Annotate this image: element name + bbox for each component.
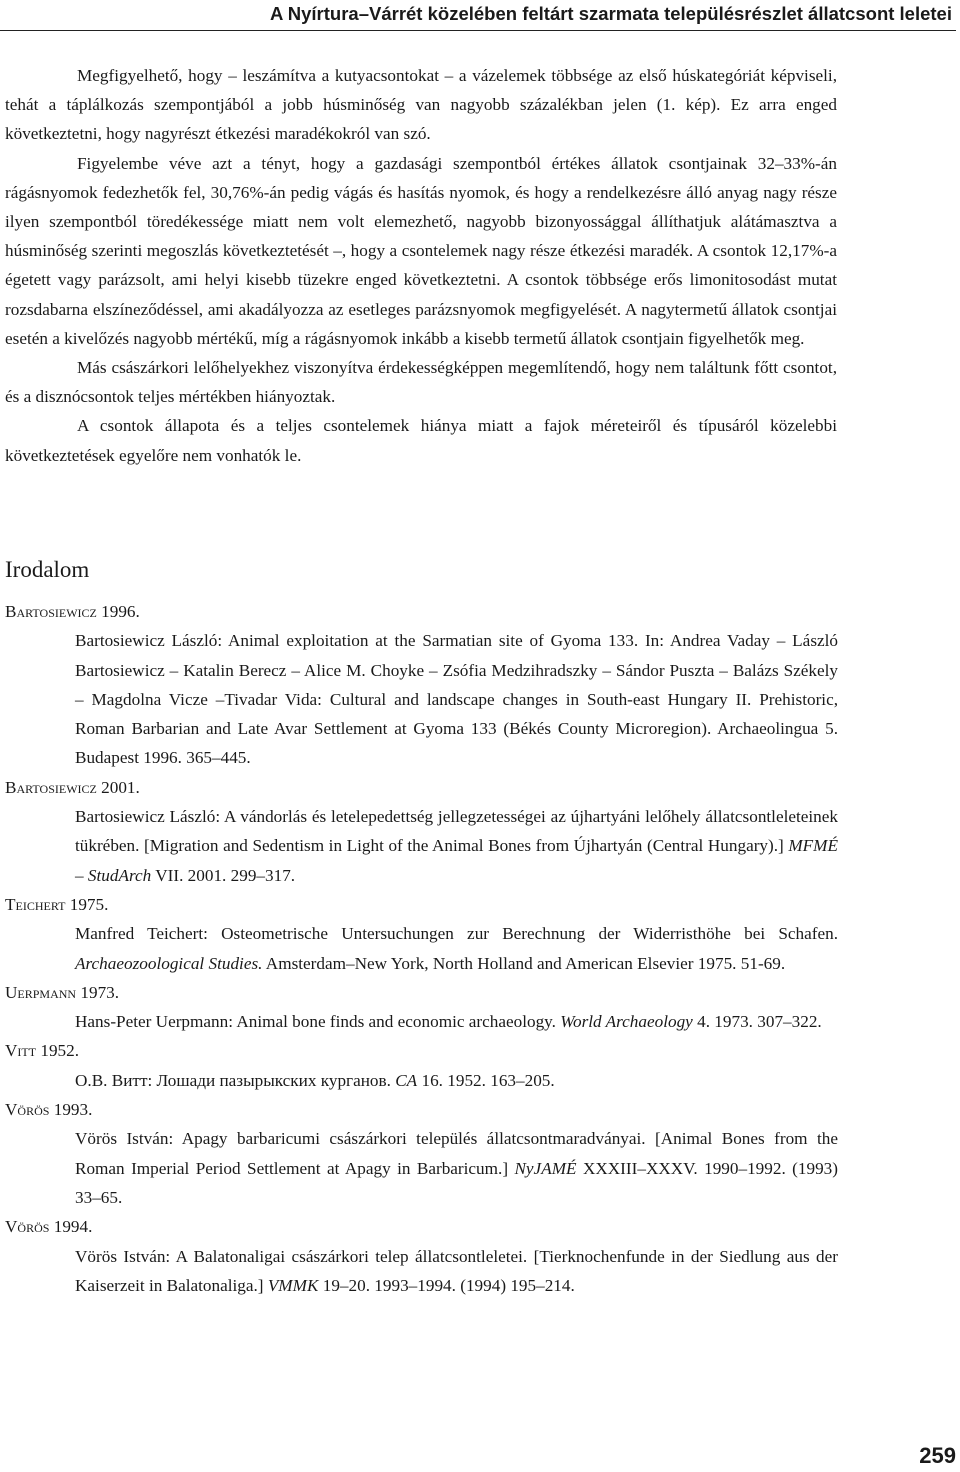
reference-entry [5, 1095, 838, 1212]
citation-text: Vörös István: Apagy barbaricumi császárkori település állatcsontmaradványai. [Animal Bones from the Roman Imperial Period Settlement at Apagy in Barbaricum.] [75, 1129, 838, 1178]
reference-citation [5, 626, 838, 772]
citation-journal: MFMÉ – StudArch [75, 836, 838, 885]
reference-citation [5, 919, 838, 978]
citation-text-tail: 4. 1973. 307–322. [692, 1012, 822, 1032]
citation-journal: VMMK [267, 1275, 319, 1295]
reference-citation [5, 1066, 838, 1095]
reference-entry [5, 1036, 838, 1095]
citation-text-tail: Amsterdam–New York, North Holland and American Elsevier 1975. 51-69. [262, 953, 786, 973]
body-paragraph: A csontok állapota és a teljes csontelemek hiánya miatt a fajok méreteiről és típusáról közelebbi következtetések egyelőre nem vonhatók le. [5, 416, 837, 465]
citation-text-tail: 19–20. 1993–1994. (1994) 195–214. [318, 1275, 575, 1295]
reference-citation [5, 1242, 838, 1301]
citation-text: О.В. Витт: Лошади пазырыкских курганов. [75, 1070, 396, 1090]
citation-text: Vörös István: A Balatonaligai császárkori telep állatcsontleletei. [Tierknochenfunde in der Siedlung aus der Kaiserzeit in Balatonaliga.] [75, 1246, 838, 1295]
reference-citation [5, 1007, 838, 1036]
reference-entry [5, 773, 838, 890]
reference-key: Bartosiewicz 2001. [5, 777, 140, 797]
body-paragraph: Megfigyelhető, hogy – leszámítva a kutyacsontokat – a vázelemek többsége az első húskategóriát képviseli, tehát a táplálkozás szempontjából a jobb húsminőség van nagyobb százalékban jelen (1. kép). Ez arra enged következtetni, hogy nagyrészt étkezési maradékokról van szó. [5, 66, 837, 144]
reference-key: Vörös 1993. [5, 1100, 93, 1120]
reference-citation [5, 1124, 838, 1212]
reference-key: Teichert 1975. [5, 894, 109, 914]
references-heading: Irodalom [5, 557, 90, 582]
citation-text-tail: VII. 2001. 299–317. [151, 865, 296, 885]
citation-journal: World Archaeology [560, 1012, 693, 1032]
reference-entry [5, 890, 838, 978]
reference-key: Vitt 1952. [5, 1041, 80, 1061]
reference-entry [5, 597, 838, 773]
body-paragraph: Figyelembe véve azt a tényt, hogy a gazdasági szempontból értékes állatok csontjainak 32–33%-án rágásnyomok fedezhetők fel, 30,76%-án pedig vágás és hasítás nyomok, és hogy a rendelkezésre álló anyag nagy része ilyen szempontból töredékessége miatt nem volt elemezhető, nagyobb bizonyossággal állíthatjuk alátámasztva a húsminőség szerinti megoszlás következtetését –, hogy a csontelemek nagy része étkezési maradék. A csontok 12,17%-a égetett vagy parázsolt, ami helyi kisebb tüzekre enged következtetni. A csontok többsége erős limonitosodást mutat rozsdabarna elszíneződéssel, ami akadályozza az esetleges parázsnyomok megfigyelését. A nagytermetű állatok csontjai esetén a kivelőzés nagyobb mértékű, míg a rágásnyomok inkább a kisebb termetű állatok csontjain figyelhetők meg. [5, 153, 837, 348]
citation-text: Bartosiewicz László: A vándorlás és letelepedettség jellegzetességei az újhartyáni lelőhely állatcsontleleteinek tükrében. [Migration and Sedentism in Light of the Animal Bones from Újhartyán (Central Hungary).] [75, 807, 838, 856]
body-paragraph: Más császárkori lelőhelyekhez viszonyítva érdekességképpen megemlítendő, hogy nem találtunk főtt csontot, és a disznócsontok teljes mértékben hiányoztak. [5, 358, 837, 407]
citation-journal: Archaeozoological Studies. [75, 953, 263, 973]
citation-text-tail: XXXIII–XXXV. 1990–1992. (1993) 33–65. [75, 1158, 838, 1207]
body-text [5, 61, 837, 470]
reference-key: Uerpmann 1973. [5, 982, 120, 1002]
reference-entry [5, 978, 838, 1037]
page-number: 259 [919, 1443, 956, 1468]
running-header [0, 0, 956, 31]
reference-list [5, 597, 838, 1300]
citation-text-tail: 16. 1952. 163–205. [417, 1070, 555, 1090]
reference-citation [5, 802, 838, 890]
citation-journal: NyJAMÉ [514, 1158, 577, 1178]
reference-entry [5, 1212, 838, 1300]
citation-text: Bartosiewicz László: Animal exploitation at the Sarmatian site of Gyoma 133. In: Andrea Vaday – László Bartosiewicz – Katalin Berecz – Alice M. Choyke – Zsófia Medzihradszky – Sándor Puszta – Balázs Székely – Magdolna Vicze –Tivadar Vida: Cultural and landscape changes in South-east Hungary II. Prehistoric, Roman Barbarian and Late Avar Settlement at Gyoma 133 (Békés County Microregion). Archaeolingua 5. Budapest 1996. 365–445. [75, 631, 838, 768]
citation-text: Hans-Peter Uerpmann: Animal bone finds and economic archaeology. [75, 1012, 561, 1032]
citation-text: Manfred Teichert: Osteometrische Untersuchungen zur Berechnung der Widerristhöhe bei Schafen. [75, 924, 838, 944]
running-title: A Nyírtura–Várrét közelében feltárt szarmata településrészlet állatcsont leletei [269, 3, 952, 24]
reference-key: Vörös 1994. [5, 1217, 93, 1237]
citation-journal: CA [395, 1070, 418, 1090]
reference-key: Bartosiewicz 1996. [5, 602, 140, 621]
